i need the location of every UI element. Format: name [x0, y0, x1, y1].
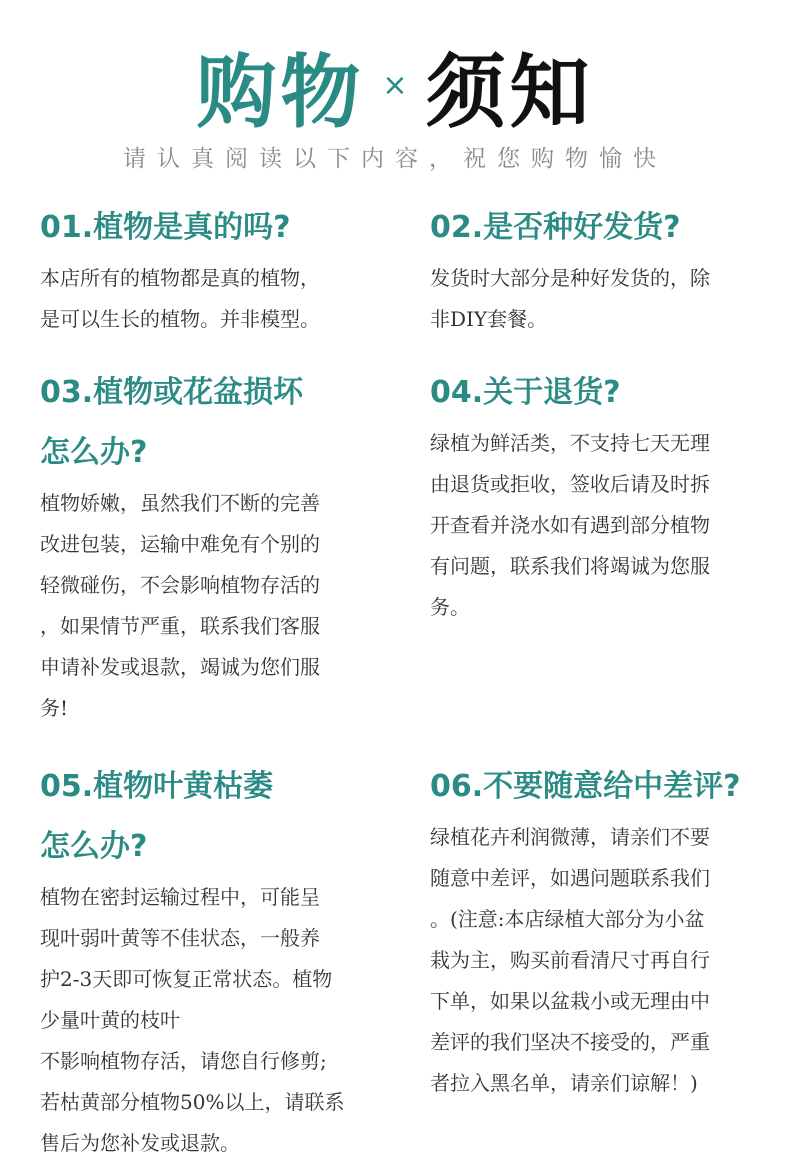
faq-section-damage [40, 363, 385, 729]
body-line: 少量叶黄的枝叶 [40, 1008, 180, 1032]
body-line: 有问题，联系我们将竭诚为您服 [430, 554, 710, 578]
section-body [430, 817, 775, 1104]
heading-line: 05.植物叶黄枯萎 [40, 769, 274, 804]
body-line: 不影响植物存活，请您自行修剪; [40, 1049, 327, 1073]
body-line: 开查看并浇水如有遇到部分植物 [430, 513, 710, 537]
body-line: 栽为主，购买前看清尺寸再自行 [430, 948, 710, 972]
title-shopping: 购物 [196, 46, 365, 139]
body-line: 务! [40, 696, 69, 720]
section-heading [40, 198, 385, 258]
body-line: 现叶弱叶黄等不佳状态，一般养 [40, 926, 320, 950]
heading-line: 怎么办? [40, 435, 148, 470]
heading-line: 03.植物或花盆损坏 [40, 375, 304, 410]
body-line: 。(注意:本店绿植大部分为小盆 [430, 907, 705, 931]
body-line: 售后为您补发或退款。 [40, 1131, 240, 1155]
page-title [0, 28, 790, 139]
section-heading [40, 757, 385, 877]
section-heading [430, 198, 775, 258]
body-line: 是可以生长的植物。并非模型。 [40, 307, 320, 331]
body-line: 护2-3天即可恢复正常状态。植物 [40, 967, 333, 991]
body-line: 若枯黄部分植物50%以上，请联系 [40, 1090, 345, 1114]
faq-section-returns [430, 363, 775, 628]
section-heading [40, 363, 385, 483]
body-line: 差评的我们坚决不接受的，严重 [430, 1030, 710, 1054]
section-body [40, 258, 385, 340]
heading-line: 02.是否种好发货? [430, 210, 681, 245]
heading-line: 06.不要随意给中差评? [430, 769, 741, 804]
body-line: 植物在密封运输过程中，可能呈 [40, 885, 320, 909]
body-line: 轻微碰伤，不会影响植物存活的 [40, 573, 320, 597]
body-line: 随意中差评，如遇问题联系我们 [430, 866, 710, 890]
body-line: 绿植花卉利润微薄，请亲们不要 [430, 825, 710, 849]
body-line: 者拉入黑名单，请亲们谅解！) [430, 1071, 698, 1095]
heading-line: 怎么办? [40, 829, 148, 864]
body-line: 非DIY套餐。 [430, 307, 548, 331]
body-line: 申请补发或退款，竭诚为您们服 [40, 655, 320, 679]
title-separator: × [382, 68, 408, 103]
section-heading [430, 363, 775, 423]
section-heading [430, 757, 775, 817]
body-line: 下单，如果以盆栽小或无理由中 [430, 989, 710, 1013]
body-line: 由退货或拒收，签收后请及时拆 [430, 472, 710, 496]
body-line: 发货时大部分是种好发货的，除 [430, 266, 710, 290]
faq-section-planted-shipping [430, 198, 775, 340]
body-line: 本店所有的植物都是真的植物， [40, 266, 320, 290]
title-notice: 须知 [425, 46, 594, 139]
section-body [40, 483, 385, 729]
faq-section-reviews [430, 757, 775, 1104]
section-body [430, 258, 775, 340]
faq-section-yellow-leaves [40, 757, 385, 1164]
body-line: 绿植为鲜活类，不支持七天无理 [430, 431, 710, 455]
heading-line: 01.植物是真的吗? [40, 210, 291, 245]
section-body [40, 877, 385, 1164]
faq-section-real-plants [40, 198, 385, 340]
body-line: 务。 [430, 595, 470, 619]
body-line: ，如果情节严重，联系我们客服 [40, 614, 320, 638]
page-subtitle: 请认真阅读以下内容，祝您购物愉快 [123, 146, 667, 172]
section-body [430, 423, 775, 628]
body-line: 植物娇嫩，虽然我们不断的完善 [40, 491, 320, 515]
heading-line: 04.关于退货? [430, 375, 621, 410]
body-line: 改进包装，运输中难免有个别的 [40, 532, 320, 556]
